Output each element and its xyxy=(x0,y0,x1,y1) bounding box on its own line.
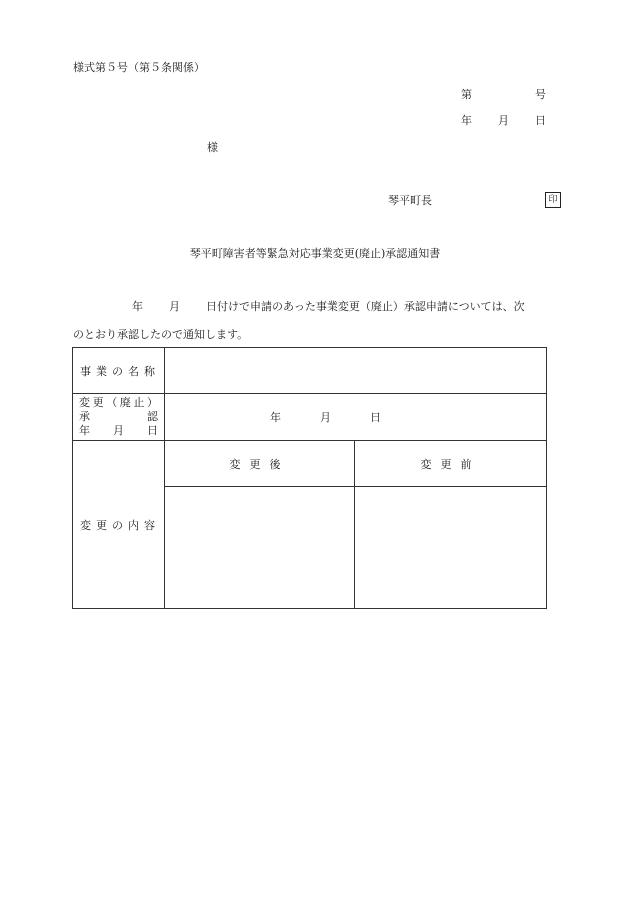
before-change-content[interactable] xyxy=(355,487,547,609)
issue-date-year: 年 xyxy=(461,114,472,127)
approval-day: 日 xyxy=(370,411,381,424)
body-month: 月 xyxy=(169,300,180,313)
change-content-label: 変更の内容 xyxy=(73,441,165,609)
approval-label-line-2: 承 認 xyxy=(79,410,158,423)
approval-date-value[interactable] xyxy=(165,394,547,441)
reference-suffix: 号 xyxy=(535,88,546,101)
body-line-1 xyxy=(132,301,525,312)
business-name-value[interactable] xyxy=(165,348,547,394)
body-line-2: のとおり承認したので通知します。 xyxy=(73,328,249,341)
form-number: 様式第５号（第５条関係） xyxy=(73,61,205,74)
after-change-header: 変更後 xyxy=(165,441,355,487)
addressee-suffix: 様 xyxy=(207,141,218,154)
approval-year: 年 xyxy=(270,411,281,424)
document-title: 琴平町障害者等緊急対応事業変更(廃止)承認通知書 xyxy=(189,247,441,260)
before-change-header: 変更前 xyxy=(355,441,547,487)
approval-label-line-1: 変 更 （ 廃 止 ） xyxy=(79,396,158,409)
business-name-label: 事業の名称 xyxy=(73,348,165,394)
approval-label-line-3: 年 月 日 xyxy=(79,424,158,437)
issuer-name: 琴平町長 xyxy=(388,194,432,207)
issue-date-day: 日 xyxy=(535,114,546,127)
approval-date-row xyxy=(73,394,547,441)
seal-mark: 印 xyxy=(545,192,561,208)
body-year: 年 xyxy=(132,300,143,313)
change-header-row xyxy=(73,441,547,487)
issue-date-month: 月 xyxy=(498,114,509,127)
approval-month: 月 xyxy=(320,411,331,424)
approval-table xyxy=(72,347,547,609)
after-change-content[interactable] xyxy=(165,487,355,609)
business-name-row xyxy=(73,348,547,394)
body-line-1-text: 日付けで申請のあった事業変更（廃止）承認申請については、次 xyxy=(206,300,525,313)
approval-date-label xyxy=(73,394,165,441)
reference-prefix: 第 xyxy=(461,88,472,101)
